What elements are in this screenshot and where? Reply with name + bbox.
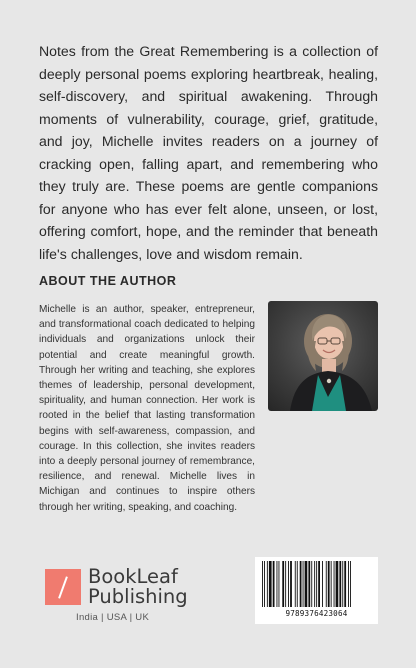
barcode-bar xyxy=(288,561,289,607)
barcode-bar xyxy=(262,561,263,607)
back-cover-blurb: Notes from the Great Remembering is a collection of deeply personal poems exploring heartbreak, healing, self-discovery, and spiritual awakening. Through moments of vulnerability, courage, grief, gratitude, and joy, Michelle invites readers on a journey of cracking open, falling apart, and remembering who they truly are. These poems are gentle companions for anyone who has ever felt alone, unseen, or lost, offering comfort, hope, and the reminder that beneath life's challenges, love and wisdom remain. xyxy=(39,43,378,262)
barcode-bar xyxy=(267,561,268,607)
barcode-bar xyxy=(344,561,346,607)
isbn-number: 9789376423064 xyxy=(285,609,348,618)
barcode-bar xyxy=(279,561,280,607)
barcode-bar xyxy=(336,561,339,607)
barcode-bar xyxy=(300,561,302,607)
author-bio: Michelle is an author, speaker, entrepreneur, and transformational coach dedicated to helping individuals and organizations unlock their potential and create meaningful growth. Through her writing and teaching, she explores themes of leadership, personal development, spirituality, and human connection. Her work is rooted in the belief that lasting transformation begins with self-awareness, compassion, and courage. In this collection, she invites readers into a deeply personal journey of remembrance, resilience, and renewal. Michelle lives in Michigan and continues to inspire others through her writing, speaking, and coaching. xyxy=(39,304,255,513)
barcode-bar xyxy=(277,561,278,607)
barcode-bar xyxy=(305,561,308,607)
barcode-bar xyxy=(314,561,315,607)
barcode-bar xyxy=(269,561,272,607)
barcode-bar xyxy=(350,561,351,607)
barcode-bar xyxy=(290,561,292,607)
barcode-bar xyxy=(303,561,304,607)
isbn-barcode xyxy=(255,557,378,624)
barcode-bar xyxy=(282,561,284,607)
barcode-bar xyxy=(297,561,298,607)
publisher-name-line2: Publishing xyxy=(88,585,188,608)
publisher-logo-mark xyxy=(45,569,81,605)
publisher-name-line1: BookLeaf xyxy=(88,565,178,588)
publisher-logo xyxy=(45,565,188,608)
barcode-bar xyxy=(326,561,327,607)
barcode-bar xyxy=(295,561,296,607)
barcode-bar xyxy=(331,561,332,607)
barcode-bar xyxy=(264,561,265,607)
barcode-bar xyxy=(339,561,341,607)
publisher-name xyxy=(88,567,188,607)
barcode-bar xyxy=(334,561,335,607)
barcode-bar xyxy=(342,561,343,607)
author-photo xyxy=(268,301,378,411)
barcode-bar xyxy=(322,561,323,607)
barcode-bar xyxy=(348,561,349,607)
barcode-bar xyxy=(308,561,310,607)
barcode-bar xyxy=(285,561,286,607)
barcode-bars xyxy=(260,561,373,609)
barcode-bar xyxy=(273,561,275,607)
about-author-heading: ABOUT THE AUTHOR xyxy=(39,274,177,288)
barcode-bar xyxy=(318,561,320,607)
barcode-bar xyxy=(328,561,330,607)
barcode-bar xyxy=(316,561,317,607)
barcode-bar xyxy=(311,561,312,607)
publisher-regions: India | USA | UK xyxy=(76,612,150,623)
